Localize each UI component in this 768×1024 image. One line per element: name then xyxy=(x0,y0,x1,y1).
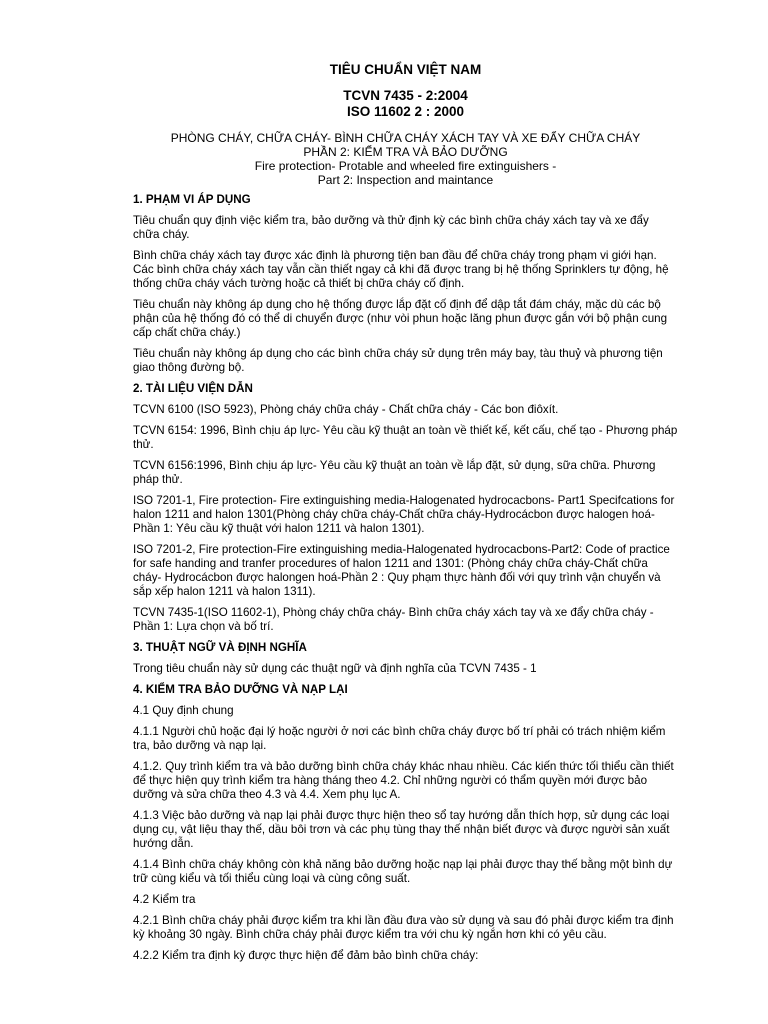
paragraph: 4.1.1 Người chủ hoặc đại lý hoặc người ở nơi các bình chữa cháy được bố trí phải có trách nhiệm kiểm tra, bảo dưỡng và nạp lại. xyxy=(133,725,666,752)
paragraph: Tiêu chuẩn quy định việc kiểm tra, bảo dưỡng và thử định kỳ các bình chữa cháy xách tay và xe đẩy chữa cháy. xyxy=(133,214,649,241)
document-header xyxy=(133,62,678,187)
paragraph: TCVN 7435-1(ISO 11602-1), Phòng cháy chữa cháy- Bình chữa cháy xách tay và xe đẩy chữa cháy - Phần 1: Lựa chọn và bố trí. xyxy=(133,606,654,633)
section-heading: 3. THUẬT NGỮ VÀ ĐỊNH NGHĨA xyxy=(133,641,307,654)
paragraph: Trong tiêu chuẩn này sử dụng các thuật ngữ và định nghĩa của TCVN 7435 - 1 xyxy=(133,662,537,675)
paragraph: TCVN 6100 (ISO 5923), Phòng cháy chữa cháy - Chất chữa cháy - Các bon điôxít. xyxy=(133,403,559,416)
paragraph: 4.1.3 Việc bảo dưỡng và nạp lại phải được thực hiện theo sổ tay hướng dẫn thích hợp, sử dụng các loại dụng cụ, vật liệu thay thế, dầu bôi trơn và các phụ tùng thay thế nhận biết được và được người sản xuất hướng dẫn. xyxy=(133,809,670,850)
section-heading: 4. KIỂM TRA BẢO DƯỠNG VÀ NẠP LẠI xyxy=(133,683,348,696)
subtitle-line: Fire protection- Protable and wheeled fire extinguishers - xyxy=(254,159,557,173)
document-title: TIÊU CHUẨN VIỆT NAM xyxy=(329,62,482,77)
paragraph: 4.1 Quy định chung xyxy=(133,704,234,717)
paragraph: ISO 7201-2, Fire protection-Fire extinguishing media-Halogenated hydrocacbons-Part2: Code of practice for safe handing and tranfer procedures of halon 1211 and 1301: (Phòng cháy chữa cháy-Chất chữa cháy- Hydrocácbon được halongen hoá-Phần 2 : Quy phạm thực hành đối với quy trình vận chuyển và sắp xếp halon 1211 và halon 1311). xyxy=(133,543,670,598)
paragraph: 4.2 Kiểm tra xyxy=(133,893,196,906)
standard-code-iso: ISO 11602 2 : 2000 xyxy=(346,104,465,119)
paragraph: TCVN 6154: 1996, Bình chịu áp lực- Yêu cầu kỹ thuật an toàn về thiết kế, kết cấu, chế tạo - Phương pháp thử. xyxy=(133,424,678,451)
section-heading: 2. TÀI LIỆU VIỆN DẪN xyxy=(133,382,253,395)
paragraph: Bình chữa cháy xách tay được xác định là phương tiện ban đầu để chữa cháy trong phạm vi giới hạn. Các bình chữa cháy xách tay vẫn cần thiết ngay cả khi đã được trang bị hệ thống Sprinklers tự động, hệ thống chữa cháy vách tường hoặc cả thiết bị chữa cháy cố định. xyxy=(133,249,669,290)
section-heading: 1. PHẠM VI ÁP DỤNG xyxy=(133,193,251,206)
paragraph: 4.2.2 Kiểm tra định kỳ được thực hiện để đảm bảo bình chữa cháy: xyxy=(133,949,479,962)
paragraph: Tiêu chuẩn này không áp dụng cho các bình chữa cháy sử dụng trên máy bay, tàu thuỷ và phương tiện giao thông đường bộ. xyxy=(133,347,663,374)
document-subtitle xyxy=(133,131,678,187)
document-body xyxy=(133,193,678,963)
paragraph: 4.1.2. Quy trình kiểm tra và bảo dưỡng bình chữa cháy khác nhau nhiều. Các kiến thức tối thiểu cần thiết để thực hiện quy trình kiểm tra hàng tháng theo 4.2. Chỉ những người có thẩm quyền mới được bảo dưỡng và sửa chữa theo 4.3 và 4.4. Xem phụ lục A. xyxy=(133,760,674,801)
paragraph: 4.2.1 Bình chữa cháy phải được kiểm tra khi lần đầu đưa vào sử dụng và sau đó phải được kiểm tra định kỳ khoảng 30 ngày. Bình chữa cháy phải được kiểm tra với chu kỳ ngắn hơn khi có yêu cầu. xyxy=(133,914,674,941)
paragraph: TCVN 6156:1996, Bình chịu áp lực- Yêu cầu kỹ thuật an toàn về lắp đặt, sử dụng, sữa chữa. Phương pháp thử. xyxy=(133,459,656,486)
subtitle-line: PHÒNG CHÁY, CHỮA CHÁY- BÌNH CHỮA CHÁY XÁCH TAY VÀ XE ĐẨY CHỮA CHÁY xyxy=(170,131,641,145)
paragraph: ISO 7201-1, Fire protection- Fire extinguishing media-Halogenated hydrocacbons- Part1 Specifcations for halon 1211 and halon 1301(Phòng cháy chữa cháy-Chất chữa cháy-Hydrocácbon được halogen hoá- Phần 1: Yêu cầu kỹ thuật với halon 1211 và halon 1301). xyxy=(133,494,675,535)
paragraph: 4.1.4 Bình chữa cháy không còn khả năng bảo dưỡng hoặc nạp lại phải được thay thế bằng một bình dự trữ cùng kiểu và tối thiểu cùng loại và cùng công suất. xyxy=(133,858,673,885)
paragraph: Tiêu chuẩn này không áp dụng cho hệ thống được lắp đặt cố định để dập tắt đám cháy, mặc dù các bộ phận của hệ thống đó có thể di chuyển được (như vòi phun hoặc lăng phun được gắn với bộ phận cung cấp chất chữa cháy.) xyxy=(133,298,668,339)
subtitle-line: Part 2: Inspection and maintance xyxy=(317,173,494,187)
standard-code-tcvn: TCVN 7435 - 2:2004 xyxy=(343,88,468,103)
subtitle-line: PHẦN 2: KIỂM TRA VÀ BẢO DƯỠNG xyxy=(303,145,508,159)
